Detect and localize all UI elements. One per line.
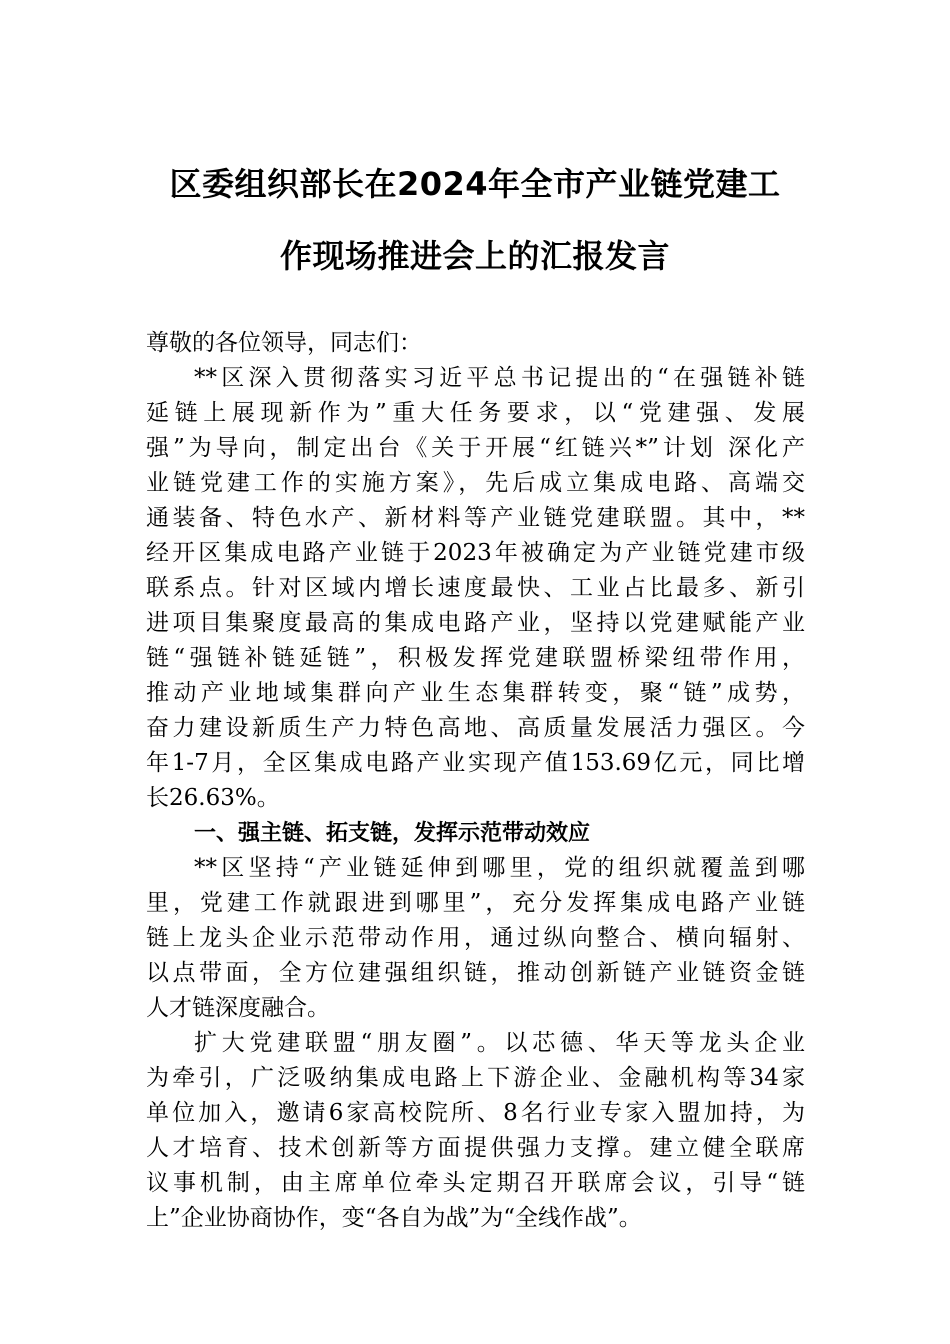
- paragraph-line: 单位加入，邀请6家高校院所、8名行业专家入盟加持，为: [146, 1100, 805, 1126]
- paragraph-line: 链“强链补链延链”，积极发挥党建联盟桥梁纽带作用，: [146, 645, 805, 671]
- paragraph-line: 通装备、特色水产、新材料等产业链党建联盟。其中，**: [146, 505, 805, 531]
- paragraph-line: 议事机制，由主席单位牵头定期召开联席会议，引导“链: [146, 1170, 805, 1196]
- paragraph-line: 里，党建工作就跟进到哪里”，充分发挥集成电路产业链: [146, 890, 805, 916]
- salutation: 尊敬的各位领导，同志们：: [146, 330, 422, 356]
- paragraph-line: 推动产业地域集群向产业生态集群转变，聚“链”成势，: [146, 680, 805, 706]
- paragraph-line: **区坚持“产业链延伸到哪里，党的组织就覆盖到哪: [194, 855, 805, 881]
- section-heading: 一、强主链、拓支链，发挥示范带动效应: [194, 821, 591, 846]
- paragraph-line: 强”为导向，制定出台《关于开展“红链兴*”计划 深化产: [146, 435, 805, 461]
- document-title-line-1: 区委组织部长在2024年全市产业链党建工: [169, 165, 781, 203]
- paragraph-line: 奋力建设新质生产力特色高地、高质量发展活力强区。今: [146, 715, 805, 741]
- paragraph-line: 进项目集聚度最高的集成电路产业，坚持以党建赋能产业: [146, 610, 805, 636]
- paragraph-line: 人才链深度融合。: [146, 995, 330, 1021]
- paragraph-line: 经开区集成电路产业链于2023年被确定为产业链党建市级: [146, 540, 805, 566]
- paragraph-line: **区深入贯彻落实习近平总书记提出的“在强链补链: [194, 365, 805, 391]
- paragraph-line: 以点带面，全方位建强组织链，推动创新链产业链资金链: [146, 960, 805, 986]
- paragraph-line: 为牵引，广泛吸纳集成电路上下游企业、金融机构等34家: [146, 1065, 805, 1091]
- paragraph-line: 链上龙头企业示范带动作用，通过纵向整合、横向辐射、: [146, 925, 805, 951]
- paragraph-line: 扩大党建联盟“朋友圈”。以芯德、华天等龙头企业: [194, 1030, 805, 1056]
- document-title-line-2: 作现场推进会上的汇报发言: [279, 237, 670, 275]
- paragraph-line: 上”企业协商协作，变“各自为战”为“全线作战”。: [146, 1205, 642, 1231]
- paragraph-line: 联系点。针对区域内增长速度最快、工业占比最多、新引: [146, 575, 805, 601]
- paragraph-line: 年1-7月，全区集成电路产业实现产值153.69亿元，同比增: [146, 750, 805, 776]
- paragraph-line: 长26.63%。: [146, 785, 280, 811]
- paragraph-line: 业链党建工作的实施方案》，先后成立集成电路、高端交: [146, 470, 805, 496]
- paragraph-line: 人才培育、技术创新等方面提供强力支撑。建立健全联席: [146, 1135, 805, 1161]
- paragraph-line: 延链上展现新作为”重大任务要求，以“党建强、发展: [146, 400, 805, 426]
